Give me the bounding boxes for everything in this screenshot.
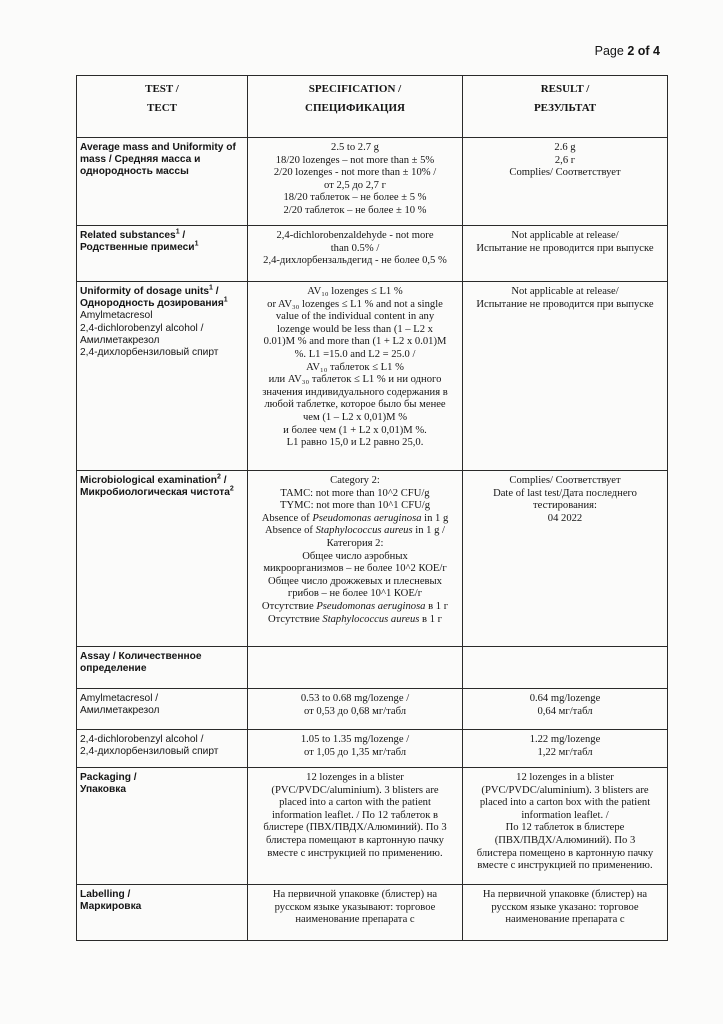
result-line: блистера помещено в картонную пачку [476, 847, 654, 859]
table-row-microbiological [77, 471, 668, 647]
spec-line: value of the individual content in any [275, 311, 435, 323]
spec-line: 2.5 to 2.7 g [331, 142, 379, 153]
spec-assay-empty [248, 647, 463, 689]
test-title-ru: Однородность дозирования [80, 298, 224, 310]
test-line: 2,4-dichlorobenzyl alcohol / [80, 322, 204, 334]
spec-amylmetacresol [248, 689, 463, 730]
result-line: Complies/ Соответствует [509, 167, 621, 179]
result-amylmetacresol [463, 689, 668, 730]
test-amylmetacresol [77, 689, 248, 730]
result-line: 0.64 mg/lozenge [529, 693, 601, 704]
result-related-substances [463, 226, 668, 282]
spec-line: 2/20 таблеток – не более ± 10 % [283, 204, 427, 216]
spec-line: information leaflet. / По 12 таблеток в [271, 809, 438, 821]
result-assay-empty [463, 647, 668, 689]
spec-line: любой таблетке, которое было бы менее [264, 399, 446, 411]
header-result-en: RESULT / [540, 83, 590, 95]
organism-name: Pseudomonas aeruginosa [312, 512, 422, 524]
result-line: вместе с инструкцией по применению. [477, 860, 653, 872]
result-line: Date of last test/Дата последнего [493, 487, 637, 499]
test-line: 2,4-дихлорбензиловый спирт [80, 347, 219, 359]
result-line: русском языке указано: торговое [491, 901, 639, 913]
spec-line: 1.05 to 1.35 mg/lozenge / [300, 734, 410, 745]
spec-uniformity [248, 282, 463, 471]
result-line: 1,22 мг/табл [537, 746, 593, 758]
spec-line: lozenge would be less than (1 – L2 x [277, 323, 433, 335]
spec-line: чем (1 – L2 x 0,01)M % [302, 411, 408, 423]
spec-line [251, 614, 459, 627]
header-result [463, 76, 668, 138]
spec-line: блистере (ПВХ/ПВДХ/Алюминий). По 3 [263, 822, 447, 834]
test-line: 2,4-dichlorobenzyl alcohol / [80, 734, 204, 745]
test-line [80, 298, 244, 310]
table-row-average-mass [77, 138, 668, 226]
result-line: На первичной упаковке (блистер) на [482, 889, 648, 900]
test-dichlorobenzyl-alcohol [77, 730, 248, 768]
spec-line: от 2,5 до 2,7 г [324, 179, 386, 191]
result-microbiological [463, 471, 668, 647]
test-title-sep: / [212, 286, 219, 297]
result-line: (PVC/PVDC/aluminium). 3 blisters are [481, 784, 649, 796]
table-row-uniformity [77, 282, 668, 471]
result-packaging [463, 768, 668, 885]
spec-text: Отсутствие [261, 600, 317, 612]
spec-dichlorobenzyl-alcohol [248, 730, 463, 768]
spec-text: Absence of [265, 525, 316, 537]
table-row-packaging [77, 768, 668, 885]
spec-labelling [248, 885, 463, 941]
organism-name: Pseudomonas aeruginosa [316, 600, 426, 612]
spec-microbiological [248, 471, 463, 647]
table-header-row [77, 76, 668, 138]
spec-line: вместе с инструкцией по применению. [267, 847, 443, 859]
page-number [595, 44, 660, 58]
spec-line: Категория 2: [326, 537, 384, 549]
test-title-en: Microbiological examination [80, 475, 217, 486]
spec-line: от 0,53 до 0,68 мг/табл [303, 705, 406, 717]
test-line: 2,4-дихлорбензиловый спирт [80, 746, 219, 758]
result-line: Испытание не проводится при выпуске [476, 298, 654, 310]
spec-text: в 1 г [419, 613, 442, 625]
test-title-sep: / [179, 230, 186, 241]
spec-line: placed into a carton with the patient [279, 797, 431, 809]
spec-line: Category 2: [330, 475, 380, 486]
spec-text: в 1 г [425, 600, 449, 612]
test-line [80, 230, 244, 242]
header-specification [248, 76, 463, 138]
spec-line: 2,4-дихлорбензальдегид - не более 0,5 % [263, 255, 447, 267]
spec-line: 2/20 lozenges - not more than ± 10% / [273, 167, 437, 179]
spec-line: и более чем (1 + L2 x 0,01)M %. [283, 424, 427, 436]
specification-table [76, 75, 668, 941]
test-line: Packaging / [80, 772, 137, 783]
result-line: 12 lozenges in a blister [516, 772, 614, 783]
test-line: Amylmetacresol [80, 310, 153, 322]
table-row-amylmetacresol [77, 689, 668, 730]
header-test [77, 76, 248, 138]
spec-text: Отсутствие [268, 613, 323, 625]
test-packaging [77, 768, 248, 885]
spec-line: Общее число дрожжевых и плесневых [268, 575, 442, 587]
page-number-total: 4 [653, 44, 660, 58]
header-result-ru: РЕЗУЛЬТАТ [533, 102, 597, 114]
result-line: Not applicable at release/ [511, 230, 619, 241]
spec-line: 18/20 lozenges – not more than ± 5% [275, 154, 435, 166]
page-number-current: 2 [627, 44, 635, 58]
spec-line: or AV₃₀ lozenges ≤ L1 % and not a single [267, 298, 443, 310]
test-related-substances [77, 226, 248, 282]
spec-line: 12 lozenges in a blister [306, 772, 404, 783]
organism-name: Staphylococcus aureus [322, 613, 420, 625]
result-line: 2,6 г [554, 154, 576, 166]
result-line: тестирования: [533, 500, 597, 512]
test-title-en: Related substances [80, 230, 176, 241]
spec-line: микроорганизмов – не более 10^2 КОЕ/г [263, 563, 447, 575]
test-line: mass / Средняя масса и [80, 154, 201, 166]
result-line: Испытание не проводится при выпуске [476, 242, 654, 254]
spec-line: L1 равно 15,0 и L2 равно 25,0. [286, 437, 424, 449]
footnote-mark: 1 [175, 228, 180, 236]
test-line: определение [80, 663, 147, 675]
spec-line: than 0.5% / [330, 242, 380, 254]
table-row-labelling [77, 885, 668, 941]
test-line: Average mass and Uniformity of [80, 142, 236, 153]
result-line: Complies/ Соответствует [509, 475, 621, 486]
test-line: Маркировка [80, 901, 142, 913]
spec-line: 18/20 таблеток – не более ± 5 % [283, 192, 427, 204]
result-line: Not applicable at release/ [511, 286, 619, 297]
test-uniformity [77, 282, 248, 471]
spec-line: TAMC: not more than 10^2 CFU/g [280, 487, 430, 499]
test-labelling [77, 885, 248, 941]
test-line [80, 242, 244, 254]
test-line: Labelling / [80, 889, 131, 900]
table-row-related-substances [77, 226, 668, 282]
result-line: По 12 таблеток в блистере [505, 822, 625, 834]
spec-related-substances [248, 226, 463, 282]
test-line: Assay / Количественное [80, 651, 202, 662]
test-line [80, 286, 244, 298]
result-line: 1.22 mg/lozenge [529, 734, 601, 745]
spec-text: Absence of [261, 512, 313, 524]
test-microbiological [77, 471, 248, 647]
test-title-en: Uniformity of dosage units [80, 286, 210, 297]
spec-line: TYMC: not more than 10^1 CFU/g [279, 500, 431, 512]
result-labelling [463, 885, 668, 941]
spec-line: Общее число аэробных [302, 550, 408, 562]
spec-line: наименование препарата с [295, 914, 415, 926]
spec-packaging [248, 768, 463, 885]
test-line: Амилметакрезол [80, 334, 160, 346]
test-line: однородность массы [80, 166, 189, 178]
page-number-of: of [637, 44, 650, 58]
spec-line: AV₁₀ lozenges ≤ L1 % [307, 286, 403, 297]
spec-line: 2,4-dichlorobenzaldehyde - not more [276, 230, 434, 241]
test-title-sep: / [220, 475, 227, 486]
spec-line: %. L1 =15.0 and L2 = 25.0 / [294, 348, 416, 360]
spec-line: от 1,05 до 1,35 мг/табл [303, 746, 406, 758]
test-assay [77, 647, 248, 689]
spec-text: in 1 g / [412, 525, 445, 537]
header-spec-en: SPECIFICATION / [308, 83, 402, 95]
spec-text: in 1 g [421, 512, 449, 524]
spec-line: 0.01)M % and more than (1 + L2 x 0.01)M [263, 336, 447, 348]
spec-line: На первичной упаковке (блистер) на [272, 889, 438, 900]
footnote-mark: 1 [223, 296, 228, 304]
result-line: 04 2022 [547, 512, 583, 524]
result-line: наименование препарата с [505, 914, 625, 926]
test-average-mass [77, 138, 248, 226]
result-dichlorobenzyl-alcohol [463, 730, 668, 768]
spec-line [251, 525, 459, 538]
result-line: 2.6 g [554, 142, 576, 153]
header-test-en: TEST / [145, 83, 179, 95]
spec-line [251, 601, 459, 614]
spec-line: (PVC/PVDC/aluminium). 3 blisters are [271, 784, 439, 796]
footnote-mark: 1 [209, 284, 213, 292]
result-average-mass [463, 138, 668, 226]
test-title-ru: Родственные примеси [80, 242, 195, 254]
test-line: Амилметакрезол [80, 705, 160, 717]
test-line [80, 487, 244, 499]
footnote-mark: 1 [194, 240, 199, 248]
spec-line: 0.53 to 0.68 mg/lozenge / [300, 693, 410, 704]
organism-name: Staphylococcus aureus [315, 525, 413, 537]
spec-line: русском языке указывают: торговое [274, 901, 436, 913]
test-line: Упаковка [80, 784, 126, 796]
result-line: 0,64 мг/табл [537, 705, 593, 717]
header-test-ru: ТЕСТ [147, 102, 177, 114]
result-line: placed into a carton box with the patient [479, 797, 651, 809]
test-title-ru: Микробиологическая чистота [80, 487, 230, 499]
spec-line: блистера помещают в картонную пачку [266, 834, 444, 846]
spec-line: AV₁₀ таблеток ≤ L1 % [306, 361, 404, 373]
result-line: (ПВХ/ПВДХ/Алюминий). По 3 [494, 834, 636, 846]
spec-line: значения индивидуального содержания в [262, 386, 448, 398]
table-row-dichlorobenzyl-alcohol [77, 730, 668, 768]
result-line: information leaflet. / [521, 809, 609, 821]
spec-line [251, 513, 459, 526]
footnote-mark: 2 [217, 473, 221, 481]
page-number-prefix: Page [594, 44, 624, 58]
test-line [80, 475, 244, 487]
header-spec-ru: СПЕЦИФИКАЦИЯ [305, 102, 405, 114]
footnote-mark: 2 [229, 485, 234, 493]
spec-line: или AV₃₀ таблеток ≤ L1 % и ни одного [268, 374, 442, 386]
table-row-assay [77, 647, 668, 689]
test-line: Amylmetacresol / [80, 693, 159, 704]
spec-line: грибов – не более 10^1 КОЕ/г [287, 588, 423, 600]
result-uniformity [463, 282, 668, 471]
spec-average-mass [248, 138, 463, 226]
